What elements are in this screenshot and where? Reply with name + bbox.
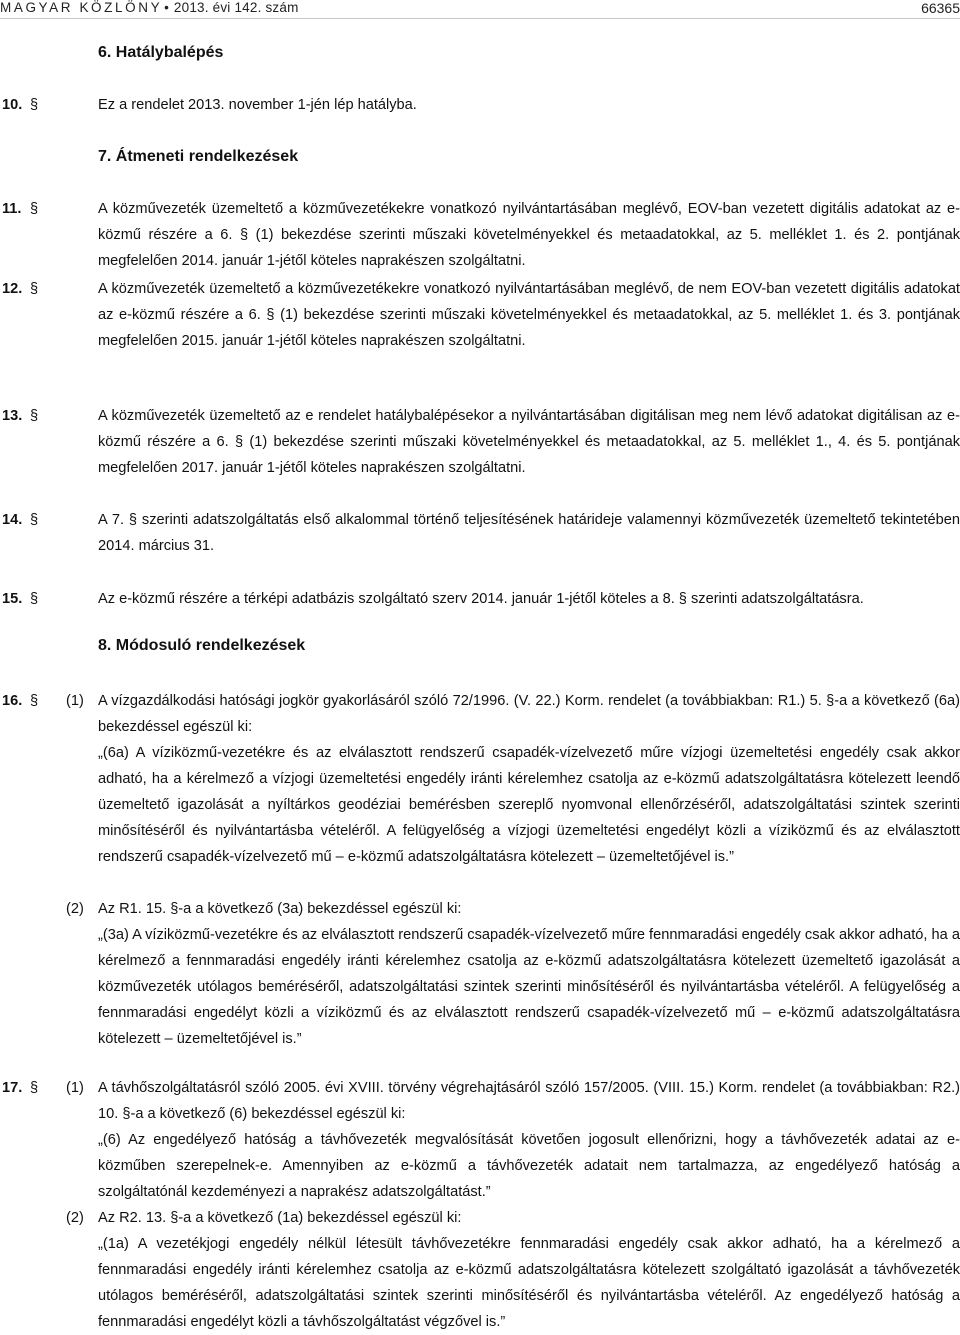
paragraph-text: Ez a rendelet 2013. november 1-jén lép hatályba. — [98, 97, 417, 113]
section-sign: § — [30, 281, 39, 297]
paragraph-number: 14. — [2, 512, 23, 528]
page-number: 66365 — [921, 0, 960, 16]
header-rule — [0, 18, 960, 19]
section-sign: § — [30, 201, 39, 217]
page-header — [0, 0, 960, 22]
subsection-text: Az R1. 15. §-a a következő (3a) bekezdéssel egészül ki: — [98, 901, 462, 917]
paragraph-number: 10. — [2, 97, 23, 113]
paragraph-text: A közművezeték üzemeltető a közművezetékekre vonatkozó nyilvántartásában meglévő, EOV-ban vezetett digitális adatokat az e-közmű részére a 6. § (1) bekezdése szerinti műszaki követelményekkel és metaadatokkal, az 5. melléklet 1. és 2. pontjának megfelelően 2014. január 1-jétől köteles naprakészen szolgáltatni. — [98, 201, 960, 269]
paragraph-number: 16. — [2, 693, 23, 709]
quoted-text: „(3a) A víziközmű-vezetékre és az elválasztott rendszerű csapadék-vízelvezető műre fennmaradási engedély csak akkor adható, ha a kérelmező a fennmaradási engedély iránti kérelemhez csatolja az e-közmű adatszolgáltatásra kötelezett üzemeltető igazolását a közművezeték utólagos beméréséről, adatszolgáltatási szintek szerinti minősítéséről és nyilvántartásba vételéről. A felügyelőség a fennmaradási engedélyt közli a víziközmű és az elválasztott rendszerű csapadék-vízelvezető mű – e-közmű adatszolgáltatásra kötelezett – üzemeltetőjével is.” — [98, 927, 960, 1047]
section-sign: § — [30, 512, 39, 528]
heading-hatalybalepes: 6. Hatálybalépés — [98, 44, 224, 61]
paragraph-text: A közművezeték üzemeltető a közművezetékekre vonatkozó nyilvántartásában meglévő, de nem EOV-ban vezetett digitális adatokat az e-közmű részére a 6. § (1) bekezdése szerinti műszaki követelményekkel és metaadatokkal, az 5. melléklet 1. és 3. pontjának megfelelően 2015. január 1-jétől köteles naprakészen szolgáltatni. — [98, 281, 960, 349]
subsection-text: Az R2. 13. §-a a következő (1a) bekezdéssel egészül ki: — [98, 1210, 462, 1226]
quoted-text: „(6a) A víziközmű-vezetékre és az elválasztott rendszerű csapadék-vízelvezető műre vízjogi üzemeltetési engedély csak akkor adható, ha a kérelmező a vízjogi üzemeltetési engedély iránti kérelemhez csatolja az e-közmű adatszolgáltatásra kötelezett leendő üzemeltető igazolását a nyíltárkos geodéziai bemérésben szereplő nyomvonal ellenőrzéséről, adatszolgáltatási szintek szerinti minősítéséről és nyilvántartásba vételéről. A felügyelőség a vízjogi üzemeltetési engedélyt közli a víziközmű és az elválasztott rendszerű csapadék-vízelvezető mű – e-közmű adatszolgáltatásra kötelezett – üzemeltetőjével is.” — [98, 745, 960, 865]
paragraph-number: 15. — [2, 591, 23, 607]
subsection-number: (2) — [66, 901, 84, 917]
paragraph-number: 13. — [2, 408, 23, 424]
subsection-text: A távhőszolgáltatásról szóló 2005. évi XVIII. törvény végrehajtásáról szóló 157/2005. (VIII. 15.) Korm. rendelet (a továbbiakban: R2.) 10. §-a a következő (6) bekezdéssel egészül ki: — [98, 1080, 960, 1122]
paragraph-number: 17. — [2, 1080, 23, 1096]
section-sign: § — [30, 1080, 39, 1096]
paragraph-number: 12. — [2, 281, 23, 297]
journal-title — [0, 0, 299, 15]
journal-name: MAGYAR KÖZLÖNY — [0, 0, 163, 15]
subsection-number: (1) — [66, 693, 84, 709]
quoted-text: „(1a) A vezetékjogi engedély nélkül létesült távhővezetékre fennmaradási engedély csak akkor adható, ha a kérelmező a fennmaradási engedély iránti kérelemhez csatolja az e-közmű adatszolgáltatásra kötelezett szolgáltató igazolását a távhővezeték utólagos beméréséről, adatszolgáltatási szintek szerinti minősítéséről és nyilvántartásba vételéről. Az engedélyező hatóság a fennmaradási engedélyt közli a távhőszolgáltatást végzővel is.” — [98, 1236, 960, 1330]
subsection-number: (2) — [66, 1210, 84, 1226]
subsection-number: (1) — [66, 1080, 84, 1096]
header-bullet: • — [164, 0, 169, 15]
heading-atmeneti-rendelkezesek: 7. Átmeneti rendelkezések — [98, 148, 299, 165]
section-sign: § — [30, 591, 39, 607]
quoted-text: „(6) Az engedélyező hatóság a távhővezeték megvalósítását követően jogosult ellenőrizni, hogy a távhővezeték adatai az e-közműben szerepelnek-e. Amennyiben az e-közmű a távhővezeték adatait nem tartalmazza, az engedélyező hatóság a szolgáltatónál kezdeményezi a naprakész adatszolgáltatást.” — [98, 1132, 960, 1200]
paragraph-number: 11. — [2, 201, 22, 217]
section-sign: § — [30, 408, 39, 424]
paragraph-text: A közművezeték üzemeltető az e rendelet hatálybalépésekor a nyilvántartásában digitálisan meg nem lévő adatokat digitálisan az e-közmű részére a 6. § (1) bekezdése szerinti műszaki követelményekkel és metaadatokkal, az 5. melléklet 1., 4. és 5. pontjának megfelelően 2017. január 1-jétől köteles naprakészen szolgáltatni. — [98, 408, 960, 476]
section-sign: § — [30, 97, 39, 113]
section-sign: § — [30, 693, 39, 709]
issue-number: 2013. évi 142. szám — [173, 0, 299, 15]
paragraph-text: Az e-közmű részére a térképi adatbázis szolgáltató szerv 2014. január 1-jétől köteles a 8. § szerinti adatszolgáltatásra. — [98, 591, 864, 607]
subsection-text: A vízgazdálkodási hatósági jogkör gyakorlásáról szóló 72/1996. (V. 22.) Korm. rendelet (a továbbiakban: R1.) 5. §-a a következő (6a) bekezdéssel egészül ki: — [98, 693, 960, 735]
heading-modosulo-rendelkezesek: 8. Módosuló rendelkezések — [98, 637, 306, 654]
paragraph-text: A 7. § szerinti adatszolgáltatás első alkalommal történő teljesítésének határideje valamennyi közművezeték üzemeltető tekintetében 2014. március 31. — [98, 512, 960, 554]
